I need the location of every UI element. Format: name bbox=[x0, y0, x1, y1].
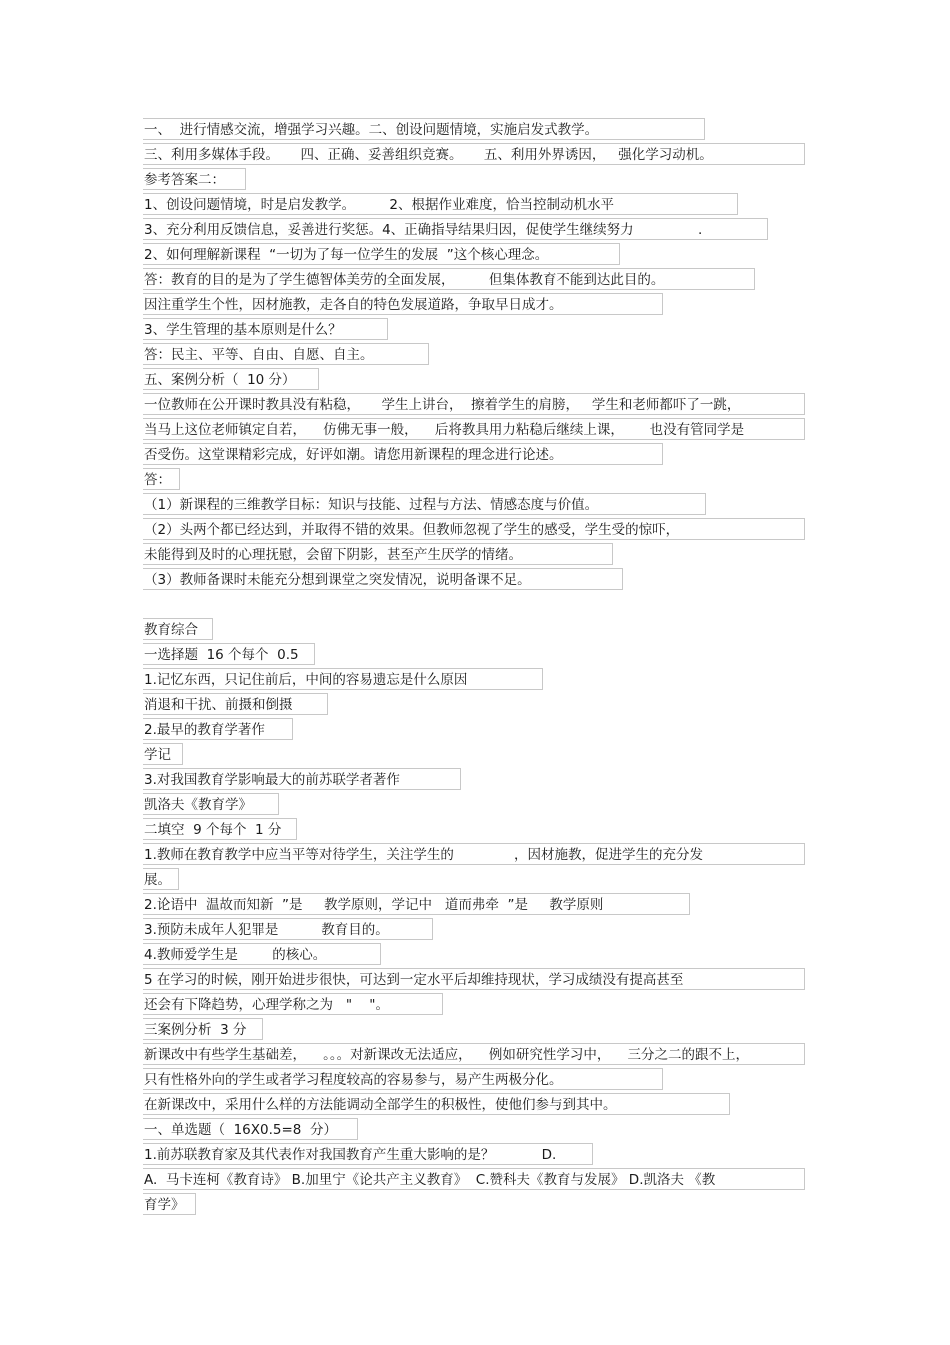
text-line: 2、如何理解新课程 “一切为了每一位学生的发展 ”这个核心理念。 bbox=[143, 243, 620, 265]
text-line: 5 在学习的时候，刚开始进步很快，可达到一定水平后却维持现状，学习成绩没有提高甚至 bbox=[143, 968, 805, 990]
text-line: 3.对我国教育学影响最大的前苏联学者著作 bbox=[143, 768, 461, 790]
text-line: 1.教师在教育教学中应当平等对待学生，关注学生的 ，因材施教，促进学生的充分发 bbox=[143, 843, 805, 865]
text-line: 在新课改中，采用什么样的方法能调动全部学生的积极性，使他们参与到其中。 bbox=[143, 1093, 730, 1115]
text-line: 因注重学生个性，因材施教，走各自的特色发展道路，争取早日成才。 bbox=[143, 293, 663, 315]
text-line: 3、充分利用反馈信息，妥善进行奖惩。4、正确指导结果归因，促使学生继续努力 . bbox=[143, 218, 768, 240]
text-line: （3）教师备课时未能充分想到课堂之突发情况，说明备课不足。 bbox=[143, 568, 623, 590]
text-line: 新课改中有些学生基础差， 。。。对新课改无法适应， 例如研究性学习中， 三分之二的跟不上， bbox=[143, 1043, 805, 1065]
text-line: 消退和干扰、前摄和倒摄 bbox=[143, 693, 328, 715]
text-line: 展。 bbox=[143, 868, 179, 890]
text-line: 二填空 9 个每个 1 分 bbox=[143, 818, 297, 840]
text-line: 当马上这位老师镇定自若， 仿佛无事一般， 后将教具用力粘稳后继续上课， 也没有管同学是 bbox=[143, 418, 805, 440]
text-line: A. 马卡连柯《教育诗》 B.加里宁《论共产主义教育》 C.赞科夫《教育与发展》 D.凯洛夫 《教 bbox=[143, 1168, 805, 1190]
text-line: 答：民主、平等、自由、自愿、自主。 bbox=[143, 343, 429, 365]
text-line: 3.预防未成年人犯罪是 教育目的。 bbox=[143, 918, 433, 940]
text-line: 答：教育的目的是为了学生德智体美劳的全面发展， 但集体教育不能到达此目的。 bbox=[143, 268, 755, 290]
text-line: 1.记忆东西，只记住前后，中间的容易遗忘是什么原因 bbox=[143, 668, 543, 690]
text-line: 参考答案二： bbox=[143, 168, 246, 190]
text-line: （1）新课程的三维教学目标：知识与技能、过程与方法、情感态度与价值。 bbox=[143, 493, 706, 515]
text-line: 1、创设问题情境，时是启发教学。 2、根据作业难度，恰当控制动机水平 bbox=[143, 193, 738, 215]
text-line: 否受伤。这堂课精彩完成，好评如潮。请您用新课程的理念进行论述。 bbox=[143, 443, 663, 465]
text-line: 学记 bbox=[143, 743, 183, 765]
text-line: （2）头两个都已经达到，并取得不错的效果。但教师忽视了学生的感受，学生受的惊吓， bbox=[143, 518, 805, 540]
text-line: 只有性格外向的学生或者学习程度较高的容易参与，易产生两极分化。 bbox=[143, 1068, 663, 1090]
text-line: 育学》 bbox=[143, 1193, 196, 1215]
text-line: 2.论语中 温故而知新 ”是 教学原则，学记中 道而弗牵 ”是 教学原则 bbox=[143, 893, 690, 915]
section-heading: 三案例分析 3 分 bbox=[143, 1018, 263, 1040]
text-line: 未能得到及时的心理抚慰，会留下阴影，甚至产生厌学的情绪。 bbox=[143, 543, 613, 565]
text-line: 三、利用多媒体手段。 四、正确、妥善组织竞赛。 五、利用外界诱因， 强化学习动机。 bbox=[143, 143, 805, 165]
text-line: 1.前苏联教育家及其代表作对我国教育产生重大影响的是？ D. bbox=[143, 1143, 593, 1165]
text-line: 3、学生管理的基本原则是什么？ bbox=[143, 318, 388, 340]
text-line: 答： bbox=[143, 468, 180, 490]
text-line: 一、 进行情感交流，增强学习兴趣。二、创设问题情境，实施启发式教学。 bbox=[143, 118, 705, 140]
section-heading: 一、单选题（ 16X0.5=8 分） bbox=[143, 1118, 358, 1140]
section-heading: 五、案例分析（ 10 分） bbox=[143, 368, 319, 390]
text-line: 一选择题 16 个每个 0.5 bbox=[143, 643, 315, 665]
text-line: 4.教师爱学生是 的核心。 bbox=[143, 943, 381, 965]
text-line: 一位教师在公开课时教具没有粘稳， 学生上讲台， 擦着学生的肩膀， 学生和老师都吓了一跳， bbox=[143, 393, 805, 415]
text-line: 还会有下降趋势，心理学称之为 " "。 bbox=[143, 993, 443, 1015]
text-line: 2.最早的教育学著作 bbox=[143, 718, 293, 740]
section-heading: 教育综合 bbox=[143, 618, 213, 640]
text-line: 凯洛夫《教育学》 bbox=[143, 793, 279, 815]
